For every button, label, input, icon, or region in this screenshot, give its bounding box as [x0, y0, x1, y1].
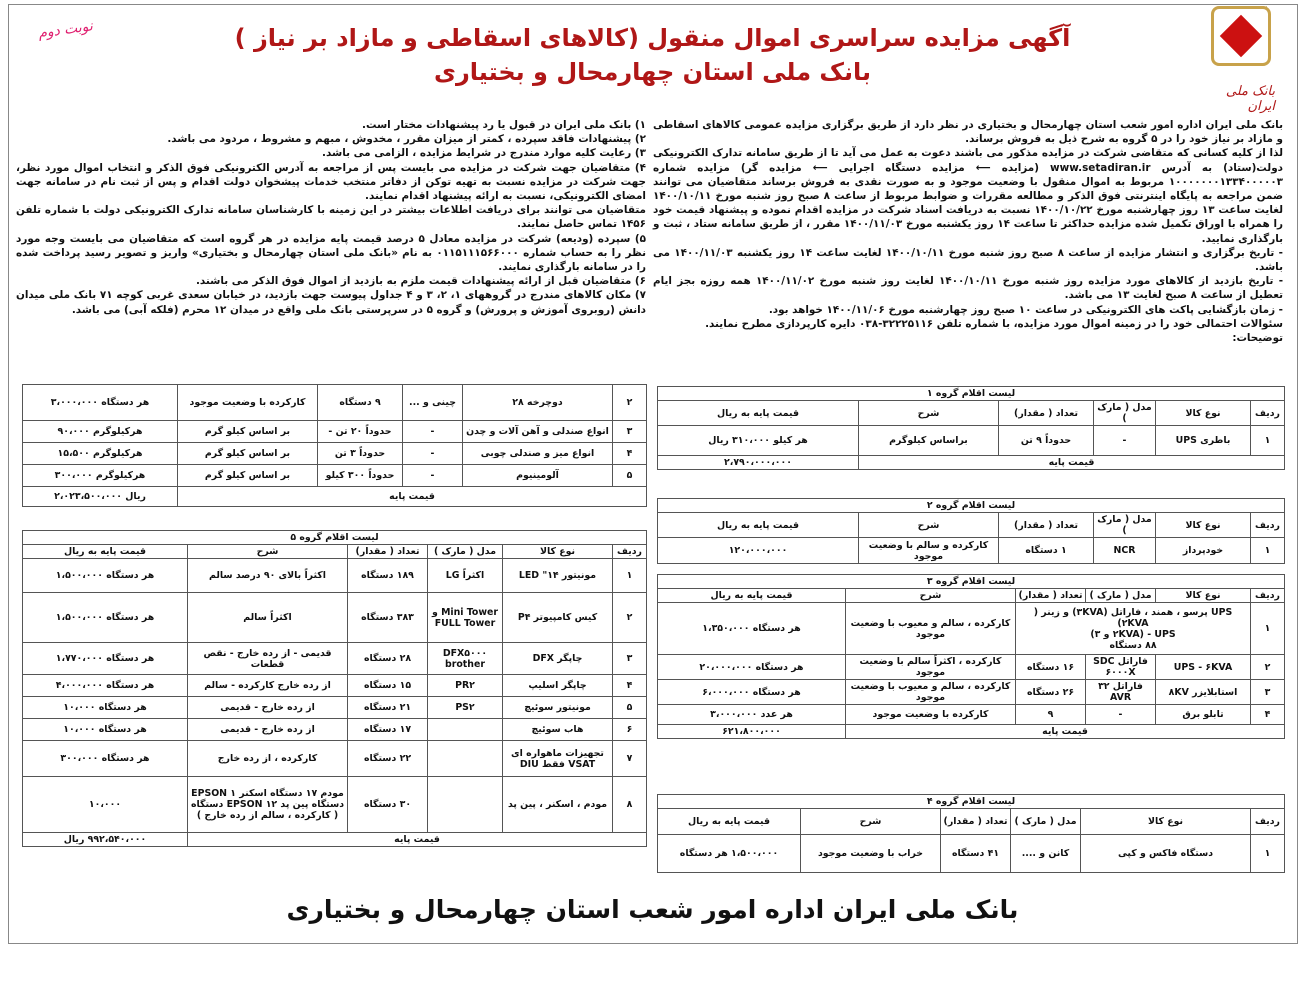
cell: کیس کامپیوتر P۴: [503, 593, 613, 643]
cell: ۱: [1251, 835, 1285, 873]
col-header: نوع کالا: [1156, 401, 1251, 426]
cell: کارکرده با وضعیت موجود: [846, 705, 1016, 725]
cell: حدوداً ۳ تن: [318, 443, 403, 465]
cell: ۱،۵۰۰،۰۰۰ هر دستگاه: [658, 835, 801, 873]
cell: ۱: [1251, 426, 1285, 456]
intro-paragraph: - تاریخ بازدید از کالاهای مورد مزایده روز شنبه مورخ ۱۴۰۰/۱۰/۱۱ لغایت روز شنبه مورخ ۱۴۰۰/۱۱/۰۲ همه روزه بجز ایام تعطیل از ساعت ۸ صبح لغایت ۱۳ می باشد.: [653, 275, 1284, 302]
cell: دستگاه فاکس و کپی: [1081, 835, 1251, 873]
cell: ۲۱ دستگاه: [348, 697, 428, 719]
base-price-label: قیمت پایه: [846, 725, 1285, 739]
cell: چینی و ...: [403, 385, 463, 421]
group-total: ریال ۲،۰۲۳،۵۰۰،۰۰۰: [23, 487, 178, 507]
table-row: [23, 777, 647, 833]
cell: هر کیلو ۳۱۰،۰۰۰ ریال: [658, 426, 859, 456]
cell: -: [403, 421, 463, 443]
cell: هر دستگاه ۳۰۰،۰۰۰: [23, 741, 188, 777]
cell: DFX۵۰۰۰ brother: [428, 643, 503, 675]
cell: هر دستگاه ۱۰،۰۰۰: [23, 719, 188, 741]
cell: ۳: [613, 643, 647, 675]
cell: اکثراً LG: [428, 559, 503, 593]
logo-bank-name: بانک ملی ایران: [1225, 84, 1275, 114]
condition-item: متقاضیان می توانند برای دریافت اطلاعات بیشتر در این زمینه با کارشناسان سامانه تدارک الکترونیکی دولت با شماره تلفن ۱۴۵۶ تماس حاصل نمایند.: [16, 204, 646, 231]
group-total: ۲،۷۹۰،۰۰۰،۰۰۰: [658, 456, 859, 470]
cell: هر دستگاه ۶،۰۰۰،۰۰۰: [658, 680, 846, 705]
table-row: [658, 538, 1285, 564]
cell: مونیتور سوئیچ: [503, 697, 613, 719]
cell: ۸: [613, 777, 647, 833]
table-row: [23, 385, 647, 421]
col-header: نوع کالا: [1081, 809, 1251, 835]
cell: دوچرخه ۲۸: [463, 385, 613, 421]
col-header: نوع کالا: [1156, 589, 1251, 603]
col-header: تعداد ( مقدار): [941, 809, 1011, 835]
col-header: تعداد ( مقدار): [1016, 589, 1086, 603]
base-price-label: قیمت پایه: [178, 487, 647, 507]
col-header: قیمت پایه به ریال: [658, 809, 801, 835]
group5-table: [22, 530, 647, 847]
table-row: [23, 643, 647, 675]
cell: آلومینیوم: [463, 465, 613, 487]
table-row: [658, 655, 1285, 680]
cell: هر دستگاه ۱۰،۰۰۰: [23, 697, 188, 719]
cell: هاب سوئیچ: [503, 719, 613, 741]
cell: فاراتل SDC ۶۰۰۰X: [1086, 655, 1156, 680]
cell: حدوداً ۹ تن: [999, 426, 1094, 456]
intro-paragraph: لذا از کلیه کسانی که متقاضی شرکت در مزایده مذکور می باشند دعوت به عمل می آید تا از طریق سامانه تدارک الکترونیکی دولت(ستاد) به آدرس www.setadiran.ir (مزایده ⟵ مزایده دستگاه اجرایی ⟵ مزایده گر) مزایده شماره ۱۰۰۰۰۰۰۰۱۳۳۴۰۰۰۰۰۳ مربوط به اموال منقول با وضعیت موجود و به صورت نقدی به فروش برساند متقاضیان می توانند ضمن مراجعه به پایگاه اینترنتی فوق الذکر و مطالعه مقررات و ضوابط مربوط از ساعت ۸ صبح روز شنبه مورخ ۱۴۰۰/۱۰/۱۱ لغایت ساعت ۱۳ روز چهارشنبه مورخ ۱۴۰۰/۱۰/۲۲ نسبت به دریافت اسناد شرکت در مزایده اقدام نموده و پیشنهاد قیمت خود را همراه با اوراق تکمیل شده مزایده حداکثر تا ساعت ۱۴ روز یکشنبه مورخ ۱۴۰۰/۱۱/۰۳ مقرر ، از طریق سامانه ستاد ، ثبت و بارگذاری نمایید.: [653, 147, 1284, 245]
cell: ۴: [613, 675, 647, 697]
table-row: [658, 705, 1285, 725]
cell: PR۲: [428, 675, 503, 697]
cell: ۴۱ دستگاه: [941, 835, 1011, 873]
col-header: تعداد ( مقدار): [999, 513, 1094, 538]
col-header: قیمت پایه به ریال: [658, 589, 846, 603]
table-row: [23, 465, 647, 487]
cell: NCR: [1094, 538, 1156, 564]
cell: کارکرده ، سالم و معیوب با وضعیت موجود: [846, 603, 1016, 655]
page-title: آگهی مزایده سراسری اموال منقول (کالاهای اسقاطی و مازاد بر نیاز ): [234, 24, 1071, 52]
group4-table: [657, 794, 1285, 873]
table-row: [23, 741, 647, 777]
cell: ۱۸۹ دستگاه: [348, 559, 428, 593]
cell: هرکیلوگرم ۳۰۰،۰۰۰: [23, 465, 178, 487]
cell: بر اساس کیلو گرم: [178, 465, 318, 487]
group3-table: [657, 574, 1285, 739]
col-header: ردیف: [1251, 401, 1285, 426]
col-header: شرح: [859, 513, 999, 538]
cell: هر دستگاه ۱،۵۰۰،۰۰۰: [23, 593, 188, 643]
cell: -: [403, 465, 463, 487]
cell: هرکیلوگرم ۹۰،۰۰۰: [23, 421, 178, 443]
cell: انواع میز و صندلی چوبی: [463, 443, 613, 465]
col-header: مدل ( مارک ): [1094, 513, 1156, 538]
condition-item: ۴) متقاضیان جهت شرکت در مزایده می بایست پس از مراجعه به آدرس الکترونیکی فوق الذکر و انتخاب اموال مورد نظر، جهت شرکت در مزایده نسبت به تهیه توکن از دفاتر منتخب خدمات پیشخوان دولت اقدام و پس از ثبت نام در سامانه جهت امضای الکترونیکی، نسبت به ارائه پیشنهاد اقدام نمایند.: [16, 161, 646, 203]
cell: انواع صندلی و آهن آلات و چدن: [463, 421, 613, 443]
cell: اکثراً بالای ۹۰ درصد سالم: [188, 559, 348, 593]
col-header: شرح: [188, 545, 348, 559]
col-header: تعداد ( مقدار): [999, 401, 1094, 426]
cell: ۵: [613, 697, 647, 719]
cell: کانن و ....: [1011, 835, 1081, 873]
condition-item: ۵) سپرده (ودیعه) شرکت در مزایده معادل ۵ درصد قیمت پایه مزایده در هر گروه است که متقاضیان می بایست وجه مورد نظر را به حساب شماره ۰۱۱۵۱۱۱۵۶۶۰۰۰ به نام «بانک ملی استان چهارمحال و بختیاری» واریز و تصویر رسید پرداخت شده را در سامانه بارگذاری نمایند.: [16, 232, 647, 274]
cell: [428, 719, 503, 741]
cell: تجهیزات ماهواره ای VSAT فقط DIU: [503, 741, 613, 777]
cell: از رده خارج - قدیمی: [188, 697, 348, 719]
cell: ۱: [1251, 603, 1285, 655]
intro-paragraph: - زمان بازگشایی پاکت های الکترونیکی در ساعت ۱۰ صبح روز چهارشنبه مورخ ۱۴۰۰/۱۱/۰۶ خواهد بود.: [768, 303, 1283, 316]
group5-continuation-table: [22, 384, 647, 507]
cell: Mini Tower و FULL Tower: [428, 593, 503, 643]
cell: ۳: [1251, 680, 1285, 705]
group1-table: [657, 386, 1285, 470]
cell: ۱۲۰،۰۰۰،۰۰۰: [658, 538, 859, 564]
cell: ۶: [613, 719, 647, 741]
group-title: لیست اقلام گروه ۴: [658, 795, 1285, 809]
cell: PS۲: [428, 697, 503, 719]
cell: قدیمی - از رده خارج - نقص قطعات: [188, 643, 348, 675]
cell-line: UPS پرسو ، همند ، فاراتل (۳KVA) و زینر ( ۲KVA): [1033, 606, 1233, 629]
cell: ۹ دستگاه: [318, 385, 403, 421]
cell: ۱۷ دستگاه: [348, 719, 428, 741]
bank-logo: [1195, 6, 1285, 116]
group-title: لیست اقلام گروه ۱: [658, 387, 1285, 401]
group-total: ۹۹۲،۵۴۰،۰۰۰ ریال: [23, 833, 188, 847]
cell: حدوداً ۲۰ تن -: [318, 421, 403, 443]
cell: هر دستگاه ۱،۵۰۰،۰۰۰: [23, 559, 188, 593]
cell: از رده خارج - قدیمی: [188, 719, 348, 741]
col-header: شرح: [846, 589, 1016, 603]
col-header: مدل ( مارک ): [1094, 401, 1156, 426]
table-row: [658, 603, 1285, 655]
cell: ۴: [613, 443, 647, 465]
logo-emblem: [1211, 6, 1271, 66]
cell: کارکرده و سالم با وضعیت موجود: [859, 538, 999, 564]
col-header: نوع کالا: [503, 545, 613, 559]
condition-item: ۲) پیشنهادات فاقد سپرده ، کمتر از میزان مقرر ، مخدوش ، مبهم و مشروط ، مردود می باشد.: [167, 133, 646, 146]
cell: ۷: [613, 741, 647, 777]
table-row: [23, 675, 647, 697]
cell: خراب با وضعیت موجود: [801, 835, 941, 873]
cell: ۱۵ دستگاه: [348, 675, 428, 697]
col-header: مدل ( مارک ): [1086, 589, 1156, 603]
cell: کارکرده ، اکثراً سالم با وضعیت موجود: [846, 655, 1016, 680]
col-header: نوع کالا: [1156, 513, 1251, 538]
cell: هر دستگاه ۱،۷۷۰،۰۰۰: [23, 643, 188, 675]
cell: چاپگر DFX: [503, 643, 613, 675]
cell: هرکیلوگرم ۱۵،۵۰۰: [23, 443, 178, 465]
cell: ۱ دستگاه: [999, 538, 1094, 564]
intro-left-column: [16, 118, 646, 317]
col-header: شرح: [859, 401, 999, 426]
table-row: [23, 697, 647, 719]
cell: ۳۰ دستگاه: [348, 777, 428, 833]
col-header: قیمت پایه به ریال: [658, 401, 859, 426]
col-header: شرح: [801, 809, 941, 835]
cell: ۲۲ دستگاه: [348, 741, 428, 777]
col-header: ردیف: [1251, 809, 1285, 835]
table-row: [23, 593, 647, 643]
cell: [428, 777, 503, 833]
cell: هر دستگاه ۳،۰۰۰،۰۰۰: [23, 385, 178, 421]
cell: UPS - ۶KVA: [1156, 655, 1251, 680]
cell: کارکرده ، از رده خارج: [188, 741, 348, 777]
cell: از رده خارج کارکرده - سالم: [188, 675, 348, 697]
group-total: ۶۲۱،۸۰۰،۰۰۰: [658, 725, 846, 739]
cell-line: ۸۸ دستگاه: [1109, 639, 1157, 651]
cell: تابلو برق: [1156, 705, 1251, 725]
intro-paragraph: - تاریخ برگزاری و انتشار مزایده از ساعت ۸ صبح روز شنبه مورخ ۱۴۰۰/۱۰/۱۱ لغایت ساعت ۱۴ روز یکشنبه ۱۴۰۰/۱۱/۰۳ می باشد.: [653, 246, 1283, 274]
cell: ۱: [613, 559, 647, 593]
cell: باطری UPS: [1156, 426, 1251, 456]
cell: ۱: [1251, 538, 1285, 564]
cell: فاراتل ۳۲ AVR: [1086, 680, 1156, 705]
cell: ۱۰،۰۰۰: [23, 777, 188, 833]
cell: ۲۶ دستگاه: [1016, 680, 1086, 705]
footer-signature: بانک ملی ایران اداره امور شعب استان چهارمحال و بختیاری: [286, 895, 1019, 924]
cell: کارکرده با وضعیت موجود: [178, 385, 318, 421]
col-header: مدل ( مارک ): [428, 545, 503, 559]
cell: استابلایزر ۸KV: [1156, 680, 1251, 705]
group2-table: [657, 498, 1285, 564]
cell: مودم ، اسکنر ، پین پد: [503, 777, 613, 833]
cell: خودپرداز: [1156, 538, 1251, 564]
intro-paragraph: توضیحات:: [1232, 332, 1283, 345]
cell: بر اساس کیلو گرم: [178, 443, 318, 465]
cell: [428, 741, 503, 777]
table-row: [658, 426, 1285, 456]
cell: هر دستگاه ۴،۰۰۰،۰۰۰: [23, 675, 188, 697]
col-header: قیمت پایه به ریال: [23, 545, 188, 559]
condition-item: ۷) مکان کالاهای مندرج در گروههای ۱، ۲، ۳ و ۴ جداول پیوست جهت بازدید، در خیابان سعدی غربی کوچه ۷۱ بانک ملی میدان دانش (روبروی آموزش و پرورش) و گروه ۵ در سرپرستی بانک ملی واقع در میدان ۱۲ محرم (فلکه آبی) می باشد.: [16, 289, 646, 316]
cell: ۲۸ دستگاه: [348, 643, 428, 675]
cell: حدوداً ۳۰۰ کیلو: [318, 465, 403, 487]
table-row: [658, 835, 1285, 873]
col-header: قیمت پایه به ریال: [658, 513, 859, 538]
table-row: [23, 559, 647, 593]
cell: مونیتور LED "۱۴: [503, 559, 613, 593]
cell: مودم ۱۷ دستگاه اسکنر EPSON ۱ دستگاه پین پد EPSON ۱۲ دستگاه ( کارکرده ، سالم از رده خارج ): [188, 777, 348, 833]
cell: ۳۸۳ دستگاه: [348, 593, 428, 643]
cell: [1016, 603, 1251, 655]
cell: بر اساس کیلو گرم: [178, 421, 318, 443]
group-title: لیست اقلام گروه ۵: [23, 531, 647, 545]
intro-right-column: [653, 118, 1283, 345]
group-title: لیست اقلام گروه ۲: [658, 499, 1285, 513]
cell: ۵: [613, 465, 647, 487]
cell: ۲: [1251, 655, 1285, 680]
col-header: مدل ( مارک ): [1011, 809, 1081, 835]
condition-item: ۱) بانک ملی ایران در قبول یا رد پیشنهادات مختار است.: [362, 119, 646, 131]
cell: هر عدد ۳،۰۰۰،۰۰۰: [658, 705, 846, 725]
col-header: ردیف: [613, 545, 647, 559]
base-price-label: قیمت پایه: [188, 833, 647, 847]
cell: -: [1086, 705, 1156, 725]
cell-line: UPS - (۲KVA و ۳): [1090, 628, 1176, 640]
table-row: [23, 443, 647, 465]
table-row: [658, 680, 1285, 705]
cell: ۴: [1251, 705, 1285, 725]
cell: کارکرده ، سالم و معیوب با وضعیت موجود: [846, 680, 1016, 705]
col-header: تعداد ( مقدار): [348, 545, 428, 559]
cell: هر دستگاه ۲۰،۰۰۰،۰۰۰: [658, 655, 846, 680]
col-header: ردیف: [1251, 513, 1285, 538]
cell: -: [1094, 426, 1156, 456]
cell: براساس کیلوگرم: [859, 426, 999, 456]
cell: هر دستگاه ۱،۳۵۰،۰۰۰: [658, 603, 846, 655]
table-row: [23, 421, 647, 443]
condition-item: ۶) متقاضیان قبل از ارائه پیشنهادات قیمت ملزم به بازدید از اموال فوق الذکر می باشند.: [195, 275, 646, 288]
intro-paragraph: بانک ملی ایران اداره امور شعب استان چهارمحال و بختیاری در نظر دارد از طریق برگزاری مزایده عمومی کالاهای اسقاطی و مازاد بر نیاز خود را در ۵ گروه به شرح ذیل به فروش برساند.: [653, 119, 1283, 146]
second-notice-stamp: نوبت دوم: [37, 18, 94, 42]
table-row: [23, 719, 647, 741]
col-header: ردیف: [1251, 589, 1285, 603]
cell: اکثراً سالم: [188, 593, 348, 643]
cell: ۹: [1016, 705, 1086, 725]
base-price-label: قیمت پایه: [859, 456, 1285, 470]
cell: ۱۶ دستگاه: [1016, 655, 1086, 680]
cell: چاپگر اسلیپ: [503, 675, 613, 697]
condition-item: ۳) رعایت کلیه موارد مندرج در شرایط مزایده ، الزامی می باشد.: [322, 147, 646, 160]
cell: ۲: [613, 593, 647, 643]
cell: -: [403, 443, 463, 465]
cell: ۲: [613, 385, 647, 421]
page-subtitle: بانک ملی استان چهارمحال و بختیاری: [433, 58, 872, 86]
group-title: لیست اقلام گروه ۳: [658, 575, 1285, 589]
intro-paragraph: سئوالات احتمالی خود را در زمینه اموال مورد مزایده، با شماره تلفن ۳۲۲۲۵۱۱۶-۰۳۸ دایره کارپردازی مطرح نمایند.: [705, 317, 1283, 330]
cell: ۳: [613, 421, 647, 443]
